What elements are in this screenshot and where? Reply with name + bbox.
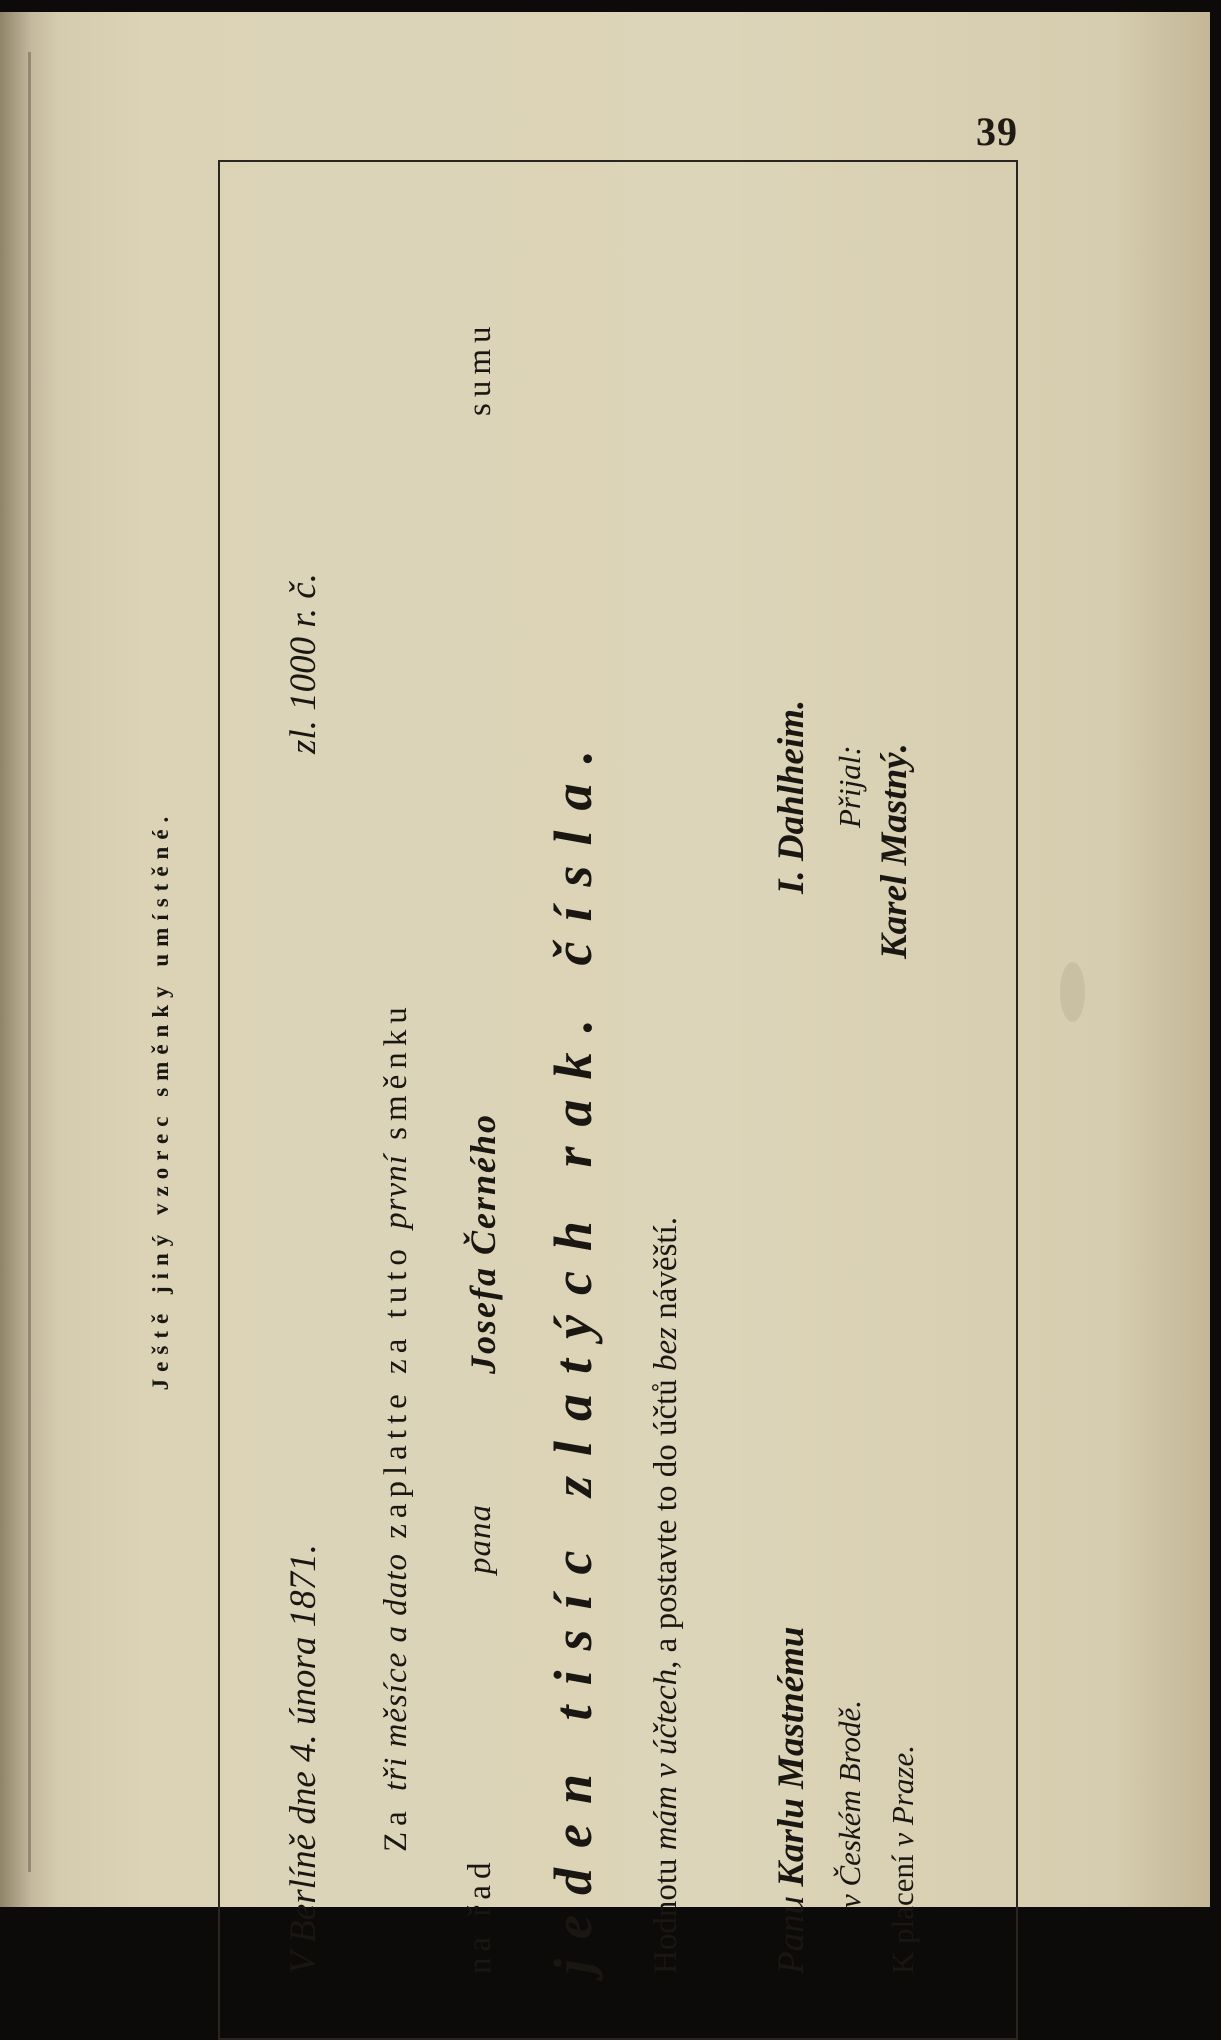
pana-text: pana <box>462 1504 498 1574</box>
section-heading: Ještě jiný vzorec směnky umístěné. <box>148 809 173 1391</box>
value-text: Hodnotu <box>648 1850 684 1974</box>
acceptor-signature: Karel Mastný. <box>874 743 915 959</box>
value-italic: bez <box>648 1326 684 1371</box>
drawee-place: v Českém Brodě. <box>832 1699 867 1908</box>
drawee-place-row <box>832 745 868 1908</box>
order-text: zaplatte za tuto <box>378 1228 414 1554</box>
value-text: , a postavte to do účtů <box>648 1370 684 1669</box>
place-date: V Berlíně dne 4. února 1871. <box>283 1544 324 1974</box>
value-text: návěští. <box>648 1216 684 1327</box>
drawee-name: Karlu Mastnému <box>771 1626 812 1887</box>
order-text: směnku <box>378 1001 414 1155</box>
payee-name: Josefa Černého <box>463 1113 503 1374</box>
sum-in-words: jeden tisíc zlatých rak. čísla. <box>543 730 603 1974</box>
payable-row <box>874 743 921 1974</box>
bill-payee-row <box>462 204 503 1974</box>
order-text: Za <box>378 1790 414 1852</box>
spine-crease <box>28 52 31 1872</box>
accepted-label: Přijal: <box>832 745 867 828</box>
paper-stain <box>1060 962 1085 1022</box>
drawer-signature: I. Dahlheim. <box>771 699 812 894</box>
drawee-prefix: Panu <box>771 1886 812 1974</box>
payable-place: v Praze. <box>885 1745 920 1847</box>
to-order-text: na řad <box>462 1856 498 1974</box>
value-italic: mám v účtech <box>648 1668 684 1851</box>
sum-text: sumu <box>462 320 498 416</box>
payable-text: K placení <box>885 1846 920 1974</box>
bill-place-date-row <box>282 573 325 1974</box>
bill-payment-order <box>378 1001 415 1852</box>
bill-of-exchange-frame <box>148 160 1018 2040</box>
value-clause <box>648 1217 685 1974</box>
order-term: tři měsíce a dato <box>378 1553 414 1791</box>
page-number: 39 <box>976 109 1018 154</box>
drawee-row <box>770 699 813 1974</box>
order-first: první <box>378 1154 414 1229</box>
bill-amount: zl. 1000 r. č. <box>283 573 324 754</box>
